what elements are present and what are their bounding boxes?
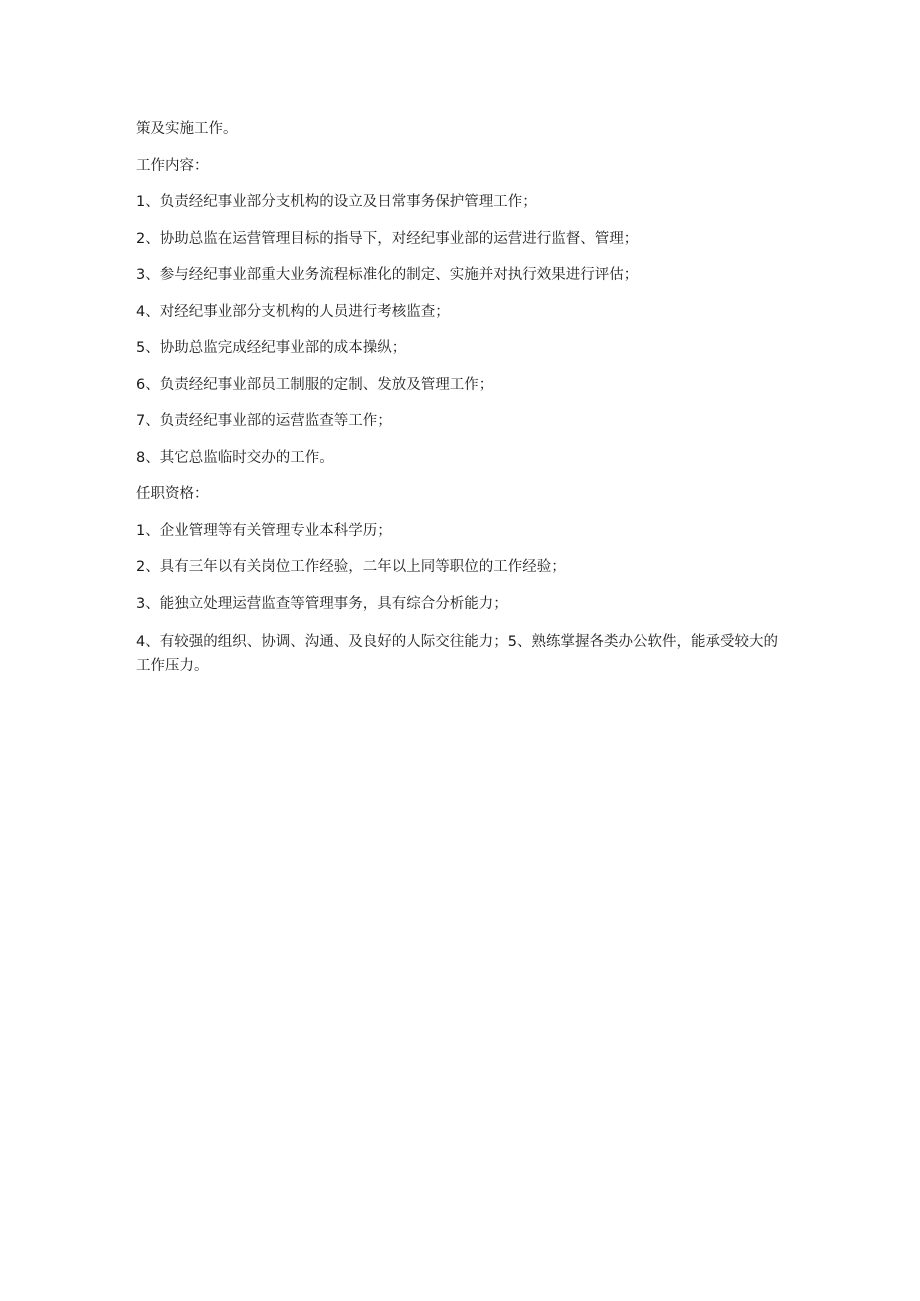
qualification-item-3: 3、能独立处理运营监查等管理事务，具有综合分析能力； bbox=[136, 595, 508, 612]
qualification-item-1: 1、企业管理等有关管理专业本科学历； bbox=[136, 522, 392, 539]
section-heading-duties: 工作内容： bbox=[136, 157, 209, 174]
qualification-item-4-5: 4、有较强的组织、协调、沟通、及良好的人际交往能力；5、熟练掌握各类办公软件，能承受较大的工作压力。 bbox=[136, 634, 778, 674]
duty-item-8: 8、其它总监临时交办的工作。 bbox=[136, 449, 334, 466]
duty-item-3: 3、参与经纪事业部重大业务流程标准化的制定、实施并对执行效果进行评估； bbox=[136, 267, 639, 283]
duty-item-5: 5、协助总监完成经纪事业部的成本操纵； bbox=[136, 340, 407, 356]
body-paragraph: 策及实施工作。 bbox=[136, 121, 238, 137]
duty-item-1: 1、负责经纪事业部分支机构的设立及日常事务保护管理工作； bbox=[136, 194, 537, 210]
duty-item-7: 7、负责经纪事业部的运营监查等工作； bbox=[136, 413, 392, 429]
duty-item-2: 2、协助总监在运营管理目标的指导下，对经纪事业部的运营进行监督、管理； bbox=[136, 230, 639, 247]
duty-item-6: 6、负责经纪事业部员工制服的定制、发放及管理工作； bbox=[136, 376, 494, 393]
document-body bbox=[136, 119, 786, 695]
qualification-item-2: 2、具有三年以有关岗位工作经验，二年以上同等职位的工作经验； bbox=[136, 559, 566, 575]
duty-item-4: 4、对经纪事业部分支机构的人员进行考核监查； bbox=[136, 303, 450, 320]
section-heading-qualifications: 任职资格： bbox=[136, 486, 209, 502]
